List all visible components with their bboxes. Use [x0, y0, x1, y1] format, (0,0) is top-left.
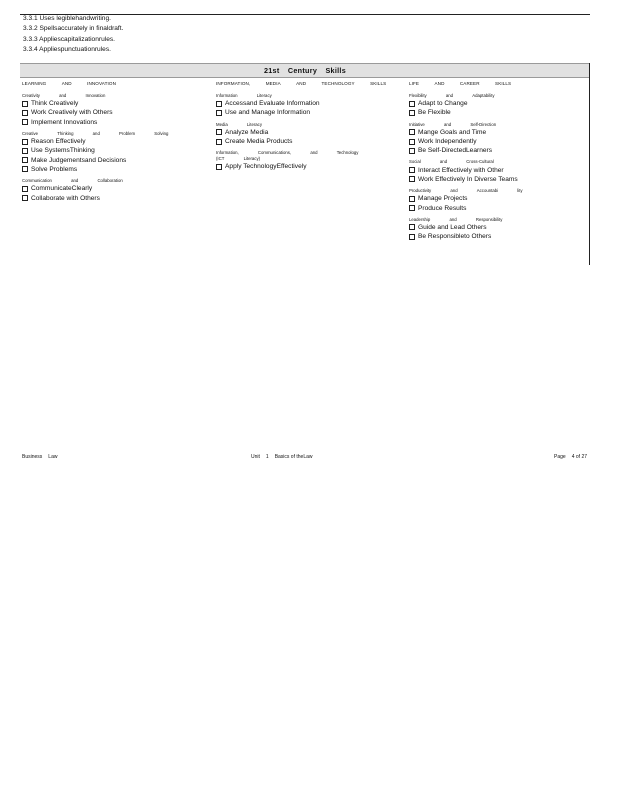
- checkbox-item[interactable]: [22, 99, 202, 108]
- heading-word: INFORMATION,: [216, 81, 251, 86]
- checkbox-label: Be Self-DirectedLearners: [418, 147, 493, 155]
- title-word: Accountabi: [476, 188, 499, 194]
- checkbox-item[interactable]: [409, 165, 587, 174]
- skills-table-header: [20, 63, 590, 78]
- checkbox-item[interactable]: [216, 128, 396, 137]
- footer-word: 1: [265, 454, 269, 460]
- checkbox-label: Be Flexible: [418, 109, 451, 117]
- footer-word: of: [575, 454, 581, 460]
- table-right-border: [589, 63, 590, 265]
- checkbox[interactable]: [409, 129, 415, 135]
- skill-group: [409, 188, 587, 213]
- checkbox-label: Use and Manage Information: [225, 109, 311, 117]
- title-word: Thinking: [57, 130, 74, 136]
- title-word: Adaptability: [472, 93, 495, 98]
- column-life-career: [409, 80, 587, 241]
- checkbox-item[interactable]: [22, 118, 202, 127]
- skill-group: [409, 93, 587, 118]
- heading-word: MEDIA: [265, 81, 281, 86]
- title-word: Information,: [216, 150, 239, 156]
- column-heading: [409, 80, 587, 89]
- checkbox-label: Create Media Products: [225, 138, 293, 146]
- checkbox[interactable]: [22, 195, 28, 201]
- title-word: Creativity: [22, 93, 40, 98]
- column-learning-innovation: [22, 80, 202, 203]
- checkbox[interactable]: [409, 176, 415, 182]
- checkbox[interactable]: [22, 139, 28, 145]
- title-word: Problem: [119, 130, 136, 136]
- skill-group: [409, 122, 587, 156]
- checkbox-label: Collaborate with Others: [31, 194, 100, 202]
- title-word: Creative: [22, 130, 39, 136]
- skill-group: [409, 159, 587, 184]
- checkbox-label: Think Creatively: [31, 100, 79, 108]
- checkbox-label: Work Effectively In Diverse Teams: [418, 175, 518, 183]
- checkbox-label: Solve Problems: [31, 165, 78, 173]
- standard-item: 3.3.2 Spellsaccurately in finaldraft.: [23, 25, 124, 33]
- checkbox-item[interactable]: [22, 193, 202, 202]
- footer-word: Unit: [251, 454, 260, 460]
- title-word: Solving: [154, 130, 169, 136]
- checkbox-item[interactable]: [216, 137, 396, 146]
- title-word: Initiative: [409, 121, 425, 127]
- checkbox[interactable]: [216, 139, 222, 145]
- checkbox-item[interactable]: [22, 184, 202, 193]
- footer-word: Page: [554, 454, 566, 460]
- checkbox-label: Apply TechnologyEffectively: [225, 163, 307, 171]
- checkbox[interactable]: [409, 224, 415, 230]
- title-word: and: [443, 121, 452, 127]
- checkbox-label: Be Responsibleto Others: [418, 233, 492, 241]
- title-word: Social: [409, 159, 421, 165]
- footer-word: 27: [581, 454, 587, 460]
- checkbox[interactable]: [409, 196, 415, 202]
- header-word: Skills: [325, 66, 347, 75]
- footer-word: Basics of theLaw: [274, 454, 313, 460]
- heading-word: INNOVATION: [87, 81, 116, 86]
- heading-word: LEARNING: [22, 81, 47, 86]
- skill-group: [216, 122, 396, 147]
- checkbox-item[interactable]: [409, 108, 587, 117]
- checkbox[interactable]: [22, 166, 28, 172]
- title-word: and: [450, 188, 458, 194]
- header-word: 21st: [263, 66, 280, 75]
- checkbox-label: Guide and Lead Others: [418, 223, 487, 231]
- column-heading: [22, 80, 202, 89]
- title-word: (ICT: [216, 156, 225, 162]
- checkbox-item[interactable]: [216, 108, 396, 117]
- checkbox-label: Interact Effectively with Other: [418, 166, 504, 174]
- standard-item: 3.3.4 Appliespunctuationrules.: [23, 45, 111, 53]
- title-word: Literacy): [243, 156, 261, 162]
- title-word: and: [449, 216, 457, 222]
- heading-word: AND: [434, 81, 445, 86]
- checkbox[interactable]: [22, 157, 28, 163]
- checkbox[interactable]: [22, 119, 28, 125]
- skill-group: [216, 93, 396, 118]
- heading-word: SKILLS: [495, 81, 512, 86]
- checkbox[interactable]: [409, 167, 415, 173]
- checkbox-item[interactable]: [22, 165, 202, 174]
- checkbox[interactable]: [22, 101, 28, 107]
- column-heading: [216, 80, 396, 89]
- checkbox-label: Produce Results: [418, 204, 467, 212]
- checkbox-label: CommunicateClearly: [31, 185, 93, 193]
- skill-group: [22, 93, 202, 127]
- title-word: Technology: [336, 150, 359, 156]
- checkbox[interactable]: [216, 129, 222, 135]
- checkbox-item[interactable]: [22, 137, 202, 146]
- checkbox-label: Work Independently: [418, 138, 477, 146]
- title-word: and: [92, 130, 100, 136]
- footer-unit: [251, 454, 313, 460]
- checkbox[interactable]: [22, 110, 28, 116]
- checkbox-item[interactable]: [22, 108, 202, 117]
- title-word: and: [310, 150, 318, 156]
- skill-group: [22, 178, 202, 203]
- checkbox-label: Implement Innovations: [31, 118, 98, 126]
- standard-item: 3.3.3 Appliescapitalizationrules.: [23, 35, 116, 43]
- skill-group: [216, 150, 396, 171]
- title-word: Responsibility: [475, 216, 503, 222]
- checkbox[interactable]: [22, 148, 28, 154]
- heading-word: AND: [61, 81, 72, 86]
- checkbox[interactable]: [216, 164, 222, 170]
- checkbox[interactable]: [409, 139, 415, 145]
- title-word: Leadership: [409, 216, 431, 222]
- standard-item: 3.3.1 Uses legiblehandwriting.: [23, 15, 111, 22]
- title-word: Literacy: [256, 93, 272, 98]
- checkbox-item[interactable]: [22, 146, 202, 155]
- title-word: and: [59, 93, 67, 98]
- heading-word: CAREER: [459, 81, 480, 86]
- standards-list: [23, 14, 123, 55]
- checkbox-label: Adapt to Change: [418, 100, 468, 108]
- skill-group: [22, 131, 202, 174]
- checkbox[interactable]: [409, 148, 415, 154]
- checkbox-item[interactable]: [409, 194, 587, 203]
- checkbox[interactable]: [409, 234, 415, 240]
- checkbox-label: Work Creatively with Others: [31, 109, 113, 117]
- title-word: Innovation: [85, 93, 106, 98]
- checkbox-item[interactable]: [409, 203, 587, 212]
- footer-word: Business: [22, 454, 43, 460]
- checkbox-item[interactable]: [409, 232, 587, 241]
- checkbox-label: Make Judgementsand Decisions: [31, 156, 127, 164]
- title-word: Cross-Cultural: [466, 159, 494, 165]
- checkbox[interactable]: [22, 186, 28, 192]
- title-word: Literacy: [246, 121, 262, 127]
- footer-page-number: [554, 454, 587, 460]
- title-word: Collaboration: [97, 178, 123, 184]
- checkbox-item[interactable]: [216, 162, 396, 171]
- checkbox-item[interactable]: [409, 99, 587, 108]
- skills-table: [20, 63, 590, 265]
- title-word: and: [439, 159, 448, 165]
- title-word: and: [71, 178, 79, 184]
- checkbox-item[interactable]: [409, 175, 587, 184]
- title-word: Media: [216, 121, 228, 127]
- title-word: Self-Direction: [470, 121, 497, 127]
- checkbox-item[interactable]: [409, 128, 587, 137]
- checkbox[interactable]: [216, 101, 222, 107]
- title-word: Productivity: [409, 188, 432, 194]
- skill-group: [409, 217, 587, 242]
- footer-word: Law: [48, 454, 58, 460]
- heading-word: LIFE: [409, 81, 420, 86]
- checkbox[interactable]: [409, 101, 415, 107]
- title-word: Information: [216, 93, 238, 98]
- title-word: Communications,: [257, 150, 292, 156]
- heading-word: AND: [296, 81, 307, 86]
- checkbox-label: Accessand Evaluate Information: [225, 100, 320, 108]
- checkbox-label: Manage Projects: [418, 195, 468, 203]
- checkbox[interactable]: [216, 110, 222, 116]
- checkbox[interactable]: [409, 205, 415, 211]
- heading-word: TECHNOLOGY: [321, 81, 355, 86]
- checkbox-label: Reason Effectively: [31, 138, 86, 146]
- title-word: and: [445, 93, 454, 98]
- checkbox-item[interactable]: [409, 146, 587, 155]
- title-word: lity: [517, 188, 523, 194]
- checkbox-label: Analyze Media: [225, 128, 269, 136]
- header-word: Century: [287, 66, 318, 75]
- checkbox-item[interactable]: [409, 137, 587, 146]
- checkbox-item[interactable]: [22, 155, 202, 164]
- checkbox-label: Mange Goals and Time: [418, 128, 487, 136]
- checkbox-item[interactable]: [409, 223, 587, 232]
- checkbox-item[interactable]: [216, 99, 396, 108]
- checkbox[interactable]: [409, 110, 415, 116]
- heading-word: SKILLS: [370, 81, 387, 86]
- footer-course: [22, 454, 57, 460]
- title-word: Communication: [22, 178, 52, 184]
- footer-word: 4: [571, 454, 575, 460]
- checkbox-label: Use SystemsThinking: [31, 147, 95, 155]
- column-information-media-technology: [216, 80, 396, 171]
- title-word: Flexibility: [409, 93, 427, 98]
